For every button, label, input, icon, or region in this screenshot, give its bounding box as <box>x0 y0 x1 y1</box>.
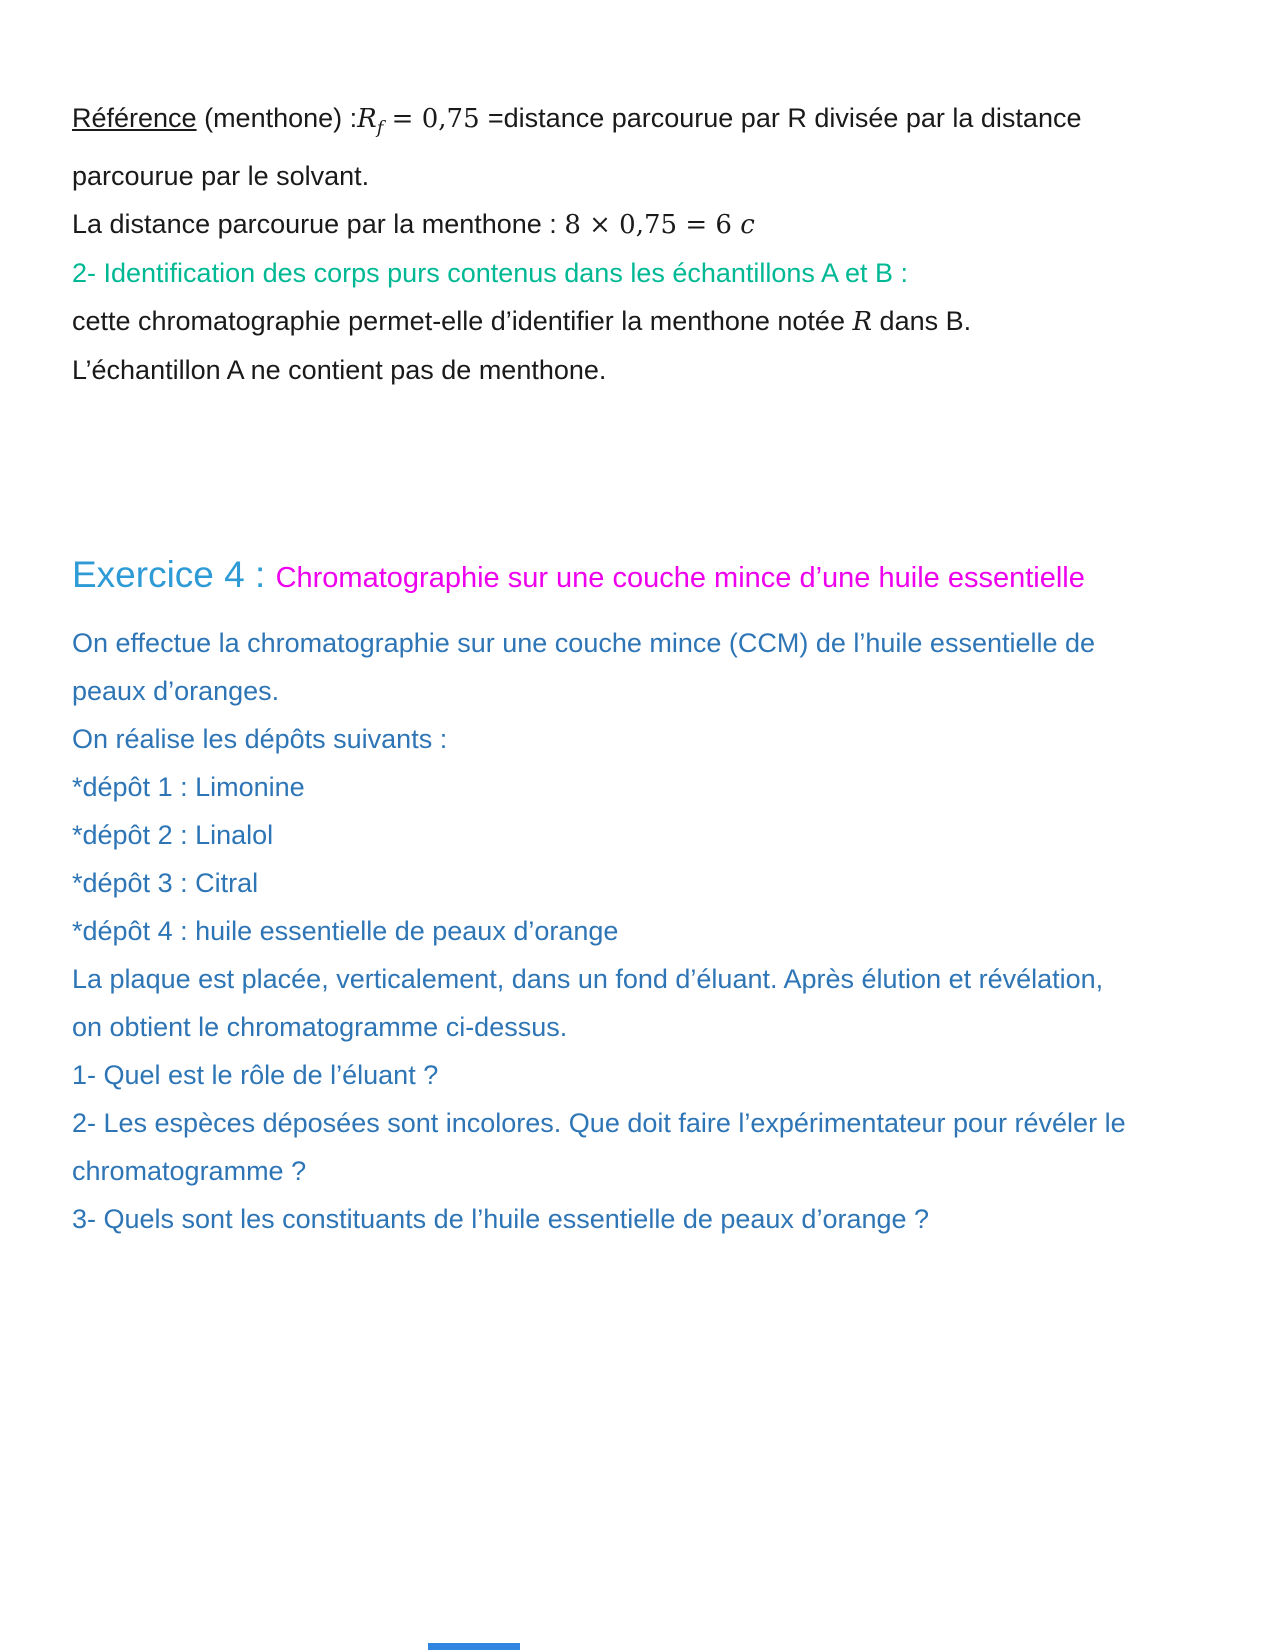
exercise4-question-3: 3- Quels sont les constituants de l’huile essentielle de peaux d’orange ? <box>72 1204 930 1235</box>
math-rf-equation: = 0,75 <box>383 104 488 134</box>
exercise4-plaque-text: La plaque est placée, verticalement, dans un fond d’éluant. Après élution et révélation, on obtient le chromatogramme ci-dessus. <box>72 964 1104 1043</box>
exercise4-deposit-1: *dépôt 1 : Limonine <box>72 772 305 803</box>
exercise4-deposits-intro: On réalise les dépôts suivants : <box>72 724 448 755</box>
identify-text: cette chromatographie permet-elle d’identifier la menthone notée <box>72 306 853 337</box>
math-distance-unit: c <box>740 210 755 241</box>
exercise4-deposit-4: *dépôt 4 : huile essentielle de peaux d’orange <box>72 916 619 947</box>
exercise4-title-line <box>72 546 1135 607</box>
exercise4-question-1: 1- Quel est le rôle de l’éluant ? <box>72 1060 439 1091</box>
exercise4-intro: On effectue la chromatographie sur une couche mince (CCM) de l’huile essentielle de peaux d’oranges. <box>72 628 1096 707</box>
reference-after: (menthone) : <box>196 103 358 133</box>
exercise4-section <box>72 546 1135 1243</box>
distance-text: La distance parcourue par la menthone : <box>72 209 565 240</box>
identification-heading: 2- Identification des corps purs contenus dans les échantillons A et B : <box>72 258 908 289</box>
exercise4-title: Exercice 4 : <box>72 554 276 596</box>
exercise4-question-2: 2- Les espèces déposées sont incolores. Que doit faire l’expérimentateur pour révéler le chromatogramme ? <box>72 1108 1126 1187</box>
solution-paragraph-conclusion: L’échantillon A ne contient pas de menthone. <box>72 355 607 386</box>
math-rf-variable: R <box>357 104 377 134</box>
reference-definition-text: =distance parcourue par R divisée par la distance parcourue par le solvant. <box>72 103 1082 192</box>
solution-section <box>72 94 1135 394</box>
solution-paragraph-identify <box>72 297 1135 346</box>
exercise4-subtitle: Chromatographie sur une couche mince d’une huile essentielle <box>275 562 1085 595</box>
identify-text-end: dans B. <box>872 306 972 337</box>
exercise4-deposit-3: *dépôt 3 : Citral <box>72 868 259 899</box>
solution-paragraph-distance <box>72 200 1135 249</box>
math-distance-equation: 8 × 0,75 = 6 <box>564 210 741 241</box>
math-rf-subscript: f <box>376 117 384 139</box>
solution-paragraph-reference <box>72 94 1135 200</box>
next-page-fragment <box>428 1643 520 1650</box>
reference-label: Référence <box>72 103 197 133</box>
exercise4-deposit-2: *dépôt 2 : Linalol <box>72 820 274 851</box>
math-r-variable: R <box>852 307 873 338</box>
